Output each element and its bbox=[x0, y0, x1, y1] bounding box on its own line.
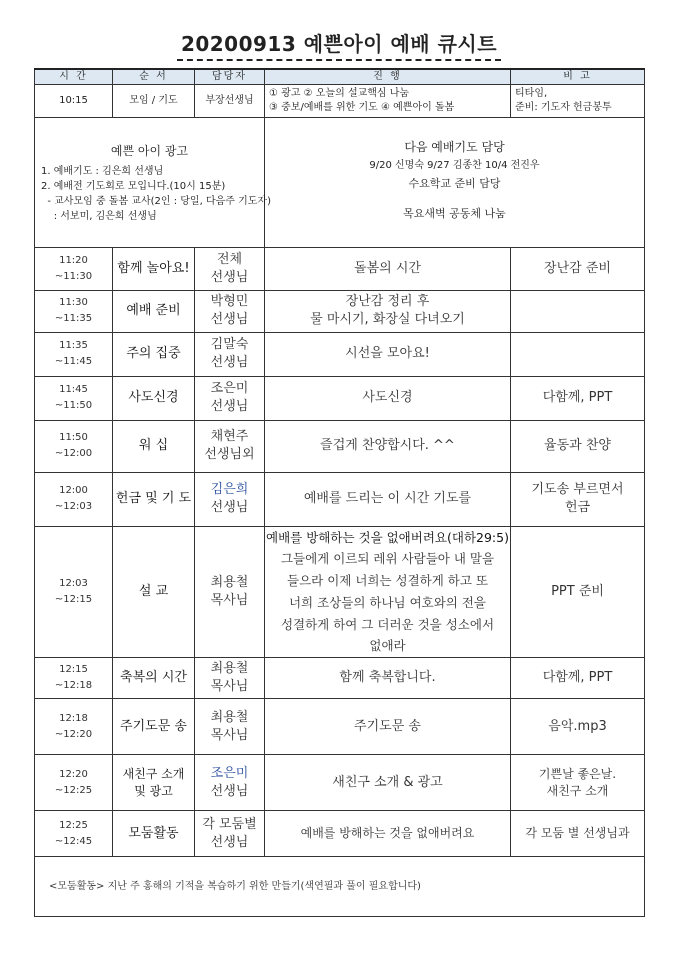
person-cell bbox=[195, 699, 265, 755]
time-start: 12:00 bbox=[59, 485, 88, 496]
table-row bbox=[35, 376, 645, 420]
person-name: 최용철 bbox=[210, 709, 249, 725]
time-end: ~11:30 bbox=[54, 270, 93, 282]
announcement-line: 1. 예배기도 : 김은희 선생님 bbox=[41, 165, 164, 177]
order-cell: 예배 준비 bbox=[113, 290, 195, 332]
footer-row bbox=[35, 857, 645, 917]
note-cell: 다함께, PPT bbox=[511, 658, 645, 699]
time-end: ~12:00 bbox=[54, 448, 93, 459]
sermon-row bbox=[35, 526, 645, 658]
person-cell bbox=[195, 811, 265, 857]
person-cell bbox=[195, 472, 265, 526]
time-cell bbox=[35, 755, 113, 811]
person-title: 선생님 bbox=[210, 269, 249, 285]
time-cell bbox=[35, 332, 113, 376]
order-cell: 헌금 및 기 도 bbox=[113, 472, 195, 526]
document-title: 20200913 예쁜아이 예배 큐시트 bbox=[0, 28, 678, 57]
time-cell bbox=[35, 526, 113, 658]
announcement-line: : 서보미, 김은희 선생님 bbox=[41, 210, 157, 222]
time-start: 12:25 bbox=[59, 819, 88, 831]
header-row bbox=[35, 69, 645, 84]
person-cell bbox=[195, 290, 265, 332]
time-start: 12:18 bbox=[59, 712, 88, 724]
note-line: 기쁜날 좋은날. bbox=[538, 767, 617, 782]
progress-cell: 함께 축복합니다. bbox=[265, 658, 511, 699]
header-order: 순 서 bbox=[113, 69, 195, 84]
table-row bbox=[35, 332, 645, 376]
order-cell: 워 십 bbox=[113, 420, 195, 472]
person-cell: 부장선생님 bbox=[195, 84, 265, 117]
person-cell bbox=[195, 332, 265, 376]
note-line: 티타임, bbox=[515, 88, 548, 99]
table-row bbox=[35, 472, 645, 526]
progress-cell: 즐겁게 찬양합시다. ^^ bbox=[265, 420, 511, 472]
announcement-line: 2. 예배전 기도회로 모입니다.(10시 15분) bbox=[41, 180, 226, 192]
sermon-line: 성결하게 하여 그 더러운 것을 성소에서 bbox=[280, 616, 495, 632]
prayer-schedule: 9/20 신명숙 9/27 김종찬 10/4 전진우 bbox=[369, 159, 540, 171]
header-person: 담당자 bbox=[195, 69, 265, 84]
note-cell: 음악.mp3 bbox=[511, 699, 645, 755]
person-name: 최용철 bbox=[210, 661, 249, 677]
time-cell bbox=[35, 247, 113, 290]
progress-cell bbox=[265, 84, 511, 117]
cue-sheet-table bbox=[34, 68, 645, 917]
time-start: 11:20 bbox=[59, 254, 88, 266]
person-name: 김말숙 bbox=[210, 337, 249, 353]
time-cell bbox=[35, 811, 113, 857]
person-title: 선생님 bbox=[210, 783, 249, 799]
note-cell bbox=[511, 84, 645, 117]
time-start: 11:50 bbox=[59, 432, 88, 443]
sermon-line: 너희 조상들의 하나님 여호와의 전을 bbox=[288, 594, 487, 610]
time-start: 12:15 bbox=[59, 664, 88, 675]
time-start: 11:45 bbox=[59, 384, 88, 395]
order-cell: 설 교 bbox=[113, 526, 195, 658]
order-cell: 축복의 시간 bbox=[113, 658, 195, 699]
person-name: 김은희 bbox=[210, 482, 249, 498]
note-cell: 각 모둠 별 선생님과 bbox=[511, 811, 645, 857]
sermon-text bbox=[265, 526, 511, 658]
person-cell bbox=[195, 420, 265, 472]
note-cell bbox=[511, 755, 645, 811]
person-name: 조은미 bbox=[210, 381, 249, 397]
header-time: 시 간 bbox=[35, 69, 113, 84]
note-line: 준비: 기도자 헌금봉투 bbox=[515, 101, 612, 113]
time-end: ~12:45 bbox=[54, 835, 93, 847]
progress-cell: 돌봄의 시간 bbox=[265, 247, 511, 290]
activity-note: <모둠활동> 지난 주 홍해의 기적을 복습하기 위한 만들기(색연필과 풀이 필요합니다) bbox=[35, 857, 645, 917]
person-title: 선생님외 bbox=[204, 447, 255, 462]
time-end: ~11:50 bbox=[54, 400, 93, 411]
table-row bbox=[35, 290, 645, 332]
progress-cell: 사도신경 bbox=[265, 376, 511, 420]
person-title: 선생님 bbox=[210, 500, 249, 515]
progress-cell: 주기도문 송 bbox=[265, 699, 511, 755]
order-cell: 새친구 소개 및 광고 bbox=[113, 755, 195, 811]
progress-line: ③ 중보/예배를 위한 기도 ④ 예쁜아이 돌봄 bbox=[269, 101, 455, 113]
next-prayer-title: 다음 예배기도 담당 bbox=[404, 139, 505, 154]
person-title: 목사님 bbox=[210, 592, 249, 608]
wednesday-school-label: 수요학교 준비 담당 bbox=[408, 176, 501, 190]
table-row bbox=[35, 811, 645, 857]
note-cell: 율동과 찬양 bbox=[511, 420, 645, 472]
note-line: 새친구 소개 bbox=[546, 783, 609, 798]
order-cell: 주의 집중 bbox=[113, 332, 195, 376]
person-cell bbox=[195, 376, 265, 420]
person-name: 채현주 bbox=[210, 429, 249, 445]
note-cell bbox=[511, 472, 645, 526]
person-title: 선생님 bbox=[210, 312, 249, 327]
note-cell: 다함께, PPT bbox=[511, 376, 645, 420]
time-start: 12:20 bbox=[59, 768, 88, 780]
announcement-row bbox=[35, 117, 645, 247]
progress-cell: 예배를 방해하는 것을 없애버려요 bbox=[265, 811, 511, 857]
note-cell bbox=[511, 290, 645, 332]
person-name: 각 모둠별 bbox=[202, 816, 257, 832]
announcement-right bbox=[265, 117, 645, 247]
progress-line: ① 광고 ② 오늘의 설교핵심 나눔 bbox=[269, 88, 410, 99]
progress-cell: 새친구 소개 & 광고 bbox=[265, 755, 511, 811]
time-cell bbox=[35, 420, 113, 472]
progress-line: 물 마시기, 화장실 다녀오기 bbox=[310, 312, 465, 327]
note-cell bbox=[511, 332, 645, 376]
order-cell: 모임 / 기도 bbox=[113, 84, 195, 117]
sermon-title: 예배를 방해하는 것을 없애버려요(대하29:5) bbox=[266, 529, 509, 545]
table-row bbox=[35, 84, 645, 117]
person-cell bbox=[195, 526, 265, 658]
table-row bbox=[35, 699, 645, 755]
progress-cell: 예배를 드리는 이 시간 기도를 bbox=[265, 472, 511, 526]
announcement-title: 예쁜 아이 광고 bbox=[110, 143, 189, 158]
time-cell: 10:15 bbox=[35, 84, 113, 117]
person-title: 선생님 bbox=[210, 355, 249, 370]
time-end: ~11:35 bbox=[54, 313, 93, 324]
time-end: ~12:18 bbox=[54, 680, 93, 691]
table-row bbox=[35, 247, 645, 290]
sermon-line: 들으라 이제 너희는 성결하게 하고 또 bbox=[287, 573, 488, 588]
order-cell: 함께 놀아요! bbox=[113, 247, 195, 290]
person-cell bbox=[195, 658, 265, 699]
person-cell bbox=[195, 755, 265, 811]
time-start: 12:03 bbox=[59, 577, 88, 589]
time-cell bbox=[35, 699, 113, 755]
person-cell bbox=[195, 247, 265, 290]
person-name: 조은미 bbox=[210, 765, 249, 781]
note-line: 기도송 부르면서 bbox=[531, 482, 624, 498]
time-end: ~11:45 bbox=[54, 356, 93, 367]
order-cell: 주기도문 송 bbox=[113, 699, 195, 755]
person-title: 선생님 bbox=[210, 834, 249, 850]
note-cell: 장난감 준비 bbox=[511, 247, 645, 290]
order-cell: 모둠활동 bbox=[113, 811, 195, 857]
thursday-dawn-label: 목요새벽 공동체 나눔 bbox=[403, 207, 506, 220]
table-row bbox=[35, 755, 645, 811]
note-line: 헌금 bbox=[564, 500, 591, 515]
announcement-line: - 교사모임 중 돌봄 교사(2인 : 당일, 다음주 기도자) bbox=[41, 195, 271, 207]
time-start: 11:30 bbox=[59, 297, 88, 308]
header-progress: 진 행 bbox=[265, 69, 511, 84]
person-title: 선생님 bbox=[210, 399, 249, 414]
time-end: ~12:15 bbox=[54, 593, 93, 605]
order-cell: 사도신경 bbox=[113, 376, 195, 420]
progress-cell bbox=[265, 290, 511, 332]
progress-line: 장난감 정리 후 bbox=[345, 294, 430, 310]
person-title: 목사님 bbox=[210, 727, 249, 743]
table-row bbox=[35, 420, 645, 472]
person-name: 박형민 bbox=[210, 294, 249, 310]
person-name: 최용철 bbox=[210, 575, 249, 591]
time-cell bbox=[35, 658, 113, 699]
time-cell bbox=[35, 376, 113, 420]
time-start: 11:35 bbox=[59, 340, 88, 351]
time-cell bbox=[35, 472, 113, 526]
announcement-left bbox=[35, 117, 271, 247]
sermon-line: 그들에게 이르되 레위 사람들아 내 말을 bbox=[280, 551, 495, 567]
time-end: ~12:25 bbox=[54, 784, 93, 796]
time-end: ~12:20 bbox=[54, 728, 93, 740]
table-row bbox=[35, 658, 645, 699]
header-note: 비 고 bbox=[511, 69, 645, 84]
person-title: 목사님 bbox=[210, 679, 249, 694]
time-cell bbox=[35, 290, 113, 332]
progress-cell: 시선을 모아요! bbox=[265, 332, 511, 376]
time-end: ~12:03 bbox=[54, 501, 93, 512]
sermon-line: 없애라 bbox=[369, 638, 406, 654]
note-cell: PPT 준비 bbox=[511, 526, 645, 658]
person-name: 전체 bbox=[216, 251, 243, 267]
